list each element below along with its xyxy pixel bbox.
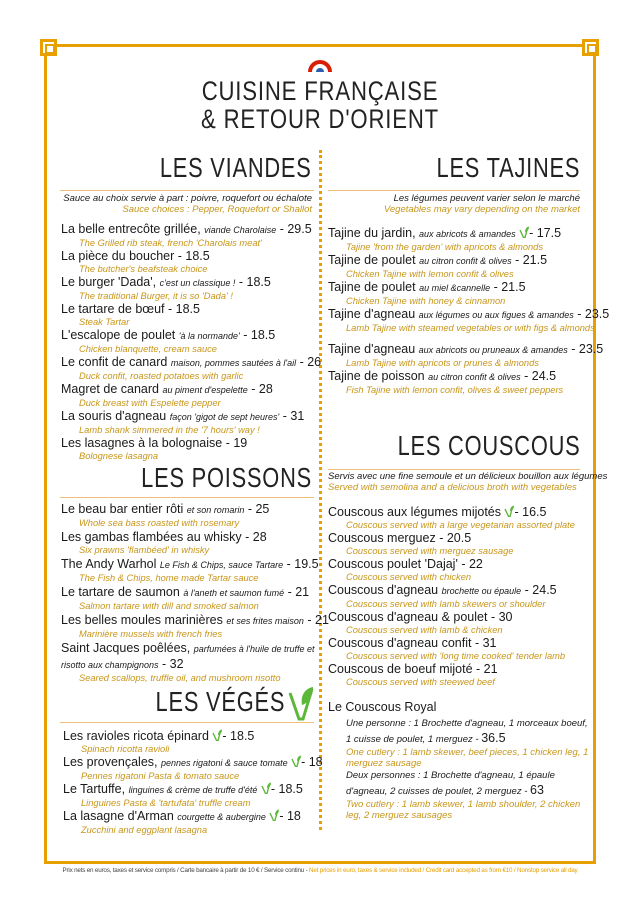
- item-detail: Le Fish & Chips, sauce Tartare: [159, 560, 284, 570]
- note-fr: Sauce au choix servie à part : poivre, roquefort ou échalote: [63, 193, 312, 204]
- item-price: - 21: [307, 613, 329, 627]
- item-price: - 24.5: [524, 369, 557, 383]
- item-line: [61, 302, 321, 317]
- note-fr: Servis avec une fine semoule et un délicieux bouillon aux légumes: [328, 471, 608, 482]
- royal-two-en: Two cutlery : 1 lamb skewer, 1 lamb shoulder, 2 chicken leg, 2 merguez sausages: [346, 799, 581, 821]
- item-name: Couscous aux légumes mijotés: [328, 505, 501, 519]
- item-name: Les provençales,: [63, 755, 158, 769]
- royal-one-person: [328, 717, 590, 747]
- item-name: Tajine de poisson: [328, 369, 425, 383]
- item-line: [61, 249, 321, 264]
- item-detail: façon 'gigot de sept heures': [169, 412, 280, 422]
- menu-item: [63, 809, 323, 836]
- veges-list: [63, 729, 323, 836]
- item-price: - 23.5: [571, 342, 604, 356]
- item-line: [328, 280, 609, 296]
- menu-item: [61, 436, 321, 462]
- restaurant-title-line2: & RETOUR D'ORIENT: [201, 104, 439, 134]
- item-name: Les gambas flambées au whisky: [61, 530, 242, 544]
- section-rule: [328, 190, 580, 191]
- item-line: [61, 409, 321, 425]
- royal-one-price: 36.5: [481, 731, 506, 745]
- item-price: - 21.5: [493, 280, 526, 294]
- item-line: [328, 342, 609, 358]
- item-english: Couscous served with steewed beef: [346, 677, 495, 687]
- couscous-note: [328, 471, 607, 493]
- item-name: Saint Jacques poêlées,: [61, 641, 191, 655]
- item-detail: pennes rigatoni & sauce tomate: [161, 758, 288, 768]
- corner-ornament: [40, 39, 57, 56]
- item-english: Fish Tajine with lemon confit, olives & sweet peppers: [346, 385, 564, 395]
- menu-item: [61, 222, 321, 249]
- item-name: Le tartare de saumon: [61, 585, 180, 599]
- menu-item: [61, 409, 321, 436]
- item-name: The Andy Warhol: [61, 557, 157, 571]
- vegetarian-leaf-icon: [291, 755, 301, 767]
- royal-two-desc: Deux personnes : 1 Brochette d'agneau, 1 épaule d'agneau, 2 cuisses de poulet, 2 merguez -: [346, 770, 555, 797]
- menu-item: [61, 641, 316, 684]
- menu-item: [61, 249, 321, 275]
- footer-fr: Prix nets en euros, taxes et service compris / Carte bancaire à partir de 10 € / Service continu -: [62, 867, 310, 874]
- item-detail: maison, pommes sautées à l'ail: [170, 358, 297, 368]
- item-english: Couscous served with 'long time cooked' tender lamb: [346, 651, 566, 661]
- item-price: - 18: [279, 809, 301, 823]
- menu-item: [61, 382, 321, 409]
- menu-item: [61, 275, 321, 302]
- royal-one-en: One cutlery : 1 lamb skewer, beef pieces, 1 chicken leg, 1 merguez sausage: [346, 747, 589, 769]
- item-name: Couscous poulet 'Dajaj': [328, 557, 458, 571]
- item-price: - 21: [287, 585, 310, 599]
- item-line: [328, 662, 575, 677]
- item-name: La souris d'agneau: [61, 409, 167, 423]
- item-english: Bolognese lasagna: [79, 451, 159, 461]
- menu-item: [328, 662, 575, 688]
- item-name: Les ravioles ricota épinard: [63, 729, 209, 743]
- item-english: Pennes rigatoni Pasta & tomato sauce: [81, 771, 240, 781]
- menu-item: [328, 253, 609, 280]
- frame-bottom: [44, 861, 596, 864]
- item-english: Duck breast with Espelette pepper: [79, 398, 221, 408]
- item-price: - 18.5: [243, 328, 276, 342]
- menu-item: [328, 369, 609, 396]
- item-name: Les lasagnes à la bolognaise: [61, 436, 223, 450]
- section-rule: [60, 497, 314, 498]
- item-price: - 28: [245, 530, 267, 544]
- item-line: [63, 809, 323, 825]
- section-title-tajines: LES TAJINES: [436, 152, 580, 183]
- item-line: [61, 222, 321, 238]
- item-name: L'escalope de poulet: [61, 328, 176, 342]
- menu-item: [328, 583, 575, 610]
- item-name: La belle entrecôte grillée,: [61, 222, 201, 236]
- item-name: Couscous d'agneau & poulet: [328, 610, 488, 624]
- item-english: Couscous served with chicken: [346, 572, 472, 582]
- note-en: Served with semolina and a delicious broth with vegetables: [328, 482, 577, 493]
- item-price: - 32: [162, 657, 184, 671]
- item-detail: viande Charolaise: [204, 225, 277, 235]
- item-price: - 31: [282, 409, 305, 423]
- item-detail: et ses frites maison: [226, 616, 304, 626]
- item-line: [328, 253, 609, 269]
- item-line: [63, 782, 323, 798]
- item-english: Seared scallops, truffle oil, and mushroom risotto: [79, 673, 281, 683]
- item-line: [61, 641, 316, 673]
- item-detail: au miel &cannelle: [419, 283, 491, 293]
- item-english: The butcher's beafsteak choice: [79, 264, 208, 274]
- item-name: Couscous d'agneau confit: [328, 636, 472, 650]
- vegetarian-leaf-icon: [519, 226, 529, 238]
- vegetarian-leaf-icon: [269, 809, 279, 821]
- item-name: Magret de canard: [61, 382, 159, 396]
- item-name: Tajine du jardin,: [328, 226, 416, 240]
- item-price: - 18.5: [222, 729, 255, 743]
- item-price: - 26: [299, 355, 322, 369]
- royal-one-desc: Une personne : 1 Brochette d'agneau, 1 morceaux boeuf, 1 cuisse de poulet, 1 merguez -: [346, 718, 588, 745]
- menu-item: [63, 782, 323, 809]
- item-line: [328, 636, 575, 651]
- leaf-v-icon: [288, 685, 314, 721]
- item-price: - 17.5: [529, 226, 562, 240]
- section-title-viandes: LES VIANDES: [160, 152, 312, 183]
- vegetarian-leaf-icon: [504, 505, 514, 517]
- item-english: Couscous served with lamb skewers or shoulder: [346, 599, 546, 609]
- item-line: [328, 557, 575, 572]
- item-price: - 16.5: [514, 505, 547, 519]
- item-detail: c'est un classique !: [159, 278, 236, 288]
- item-name: Tajine de poulet: [328, 280, 416, 294]
- item-line: [61, 530, 316, 545]
- tajines-note: [384, 193, 580, 215]
- tajines-list: [328, 226, 609, 396]
- item-name: Le burger 'Dada',: [61, 275, 157, 289]
- item-price: - 28: [251, 382, 273, 396]
- menu-item: [61, 502, 316, 529]
- item-english: Zucchini and eggplant lasagna: [81, 825, 208, 835]
- royal-name: Le Couscous Royal: [328, 700, 437, 714]
- item-name: Couscous d'agneau: [328, 583, 439, 597]
- item-price: - 19.5: [286, 557, 319, 571]
- item-line: [61, 502, 316, 518]
- item-price: - 18.5: [238, 275, 271, 289]
- section-title-veges: LES VÉGÉS: [155, 686, 285, 717]
- item-name: Le Tartuffe,: [63, 782, 126, 796]
- frame-top: [55, 44, 585, 47]
- menu-item: [61, 585, 316, 612]
- item-english: Lamb shank simmered in the '7 hours' way !: [79, 425, 260, 435]
- item-price: - 23.5: [577, 307, 610, 321]
- item-detail: courgette & aubergine: [177, 812, 266, 822]
- item-line: [61, 613, 329, 629]
- item-price: - 25: [247, 502, 270, 516]
- item-name: Tajine de poulet: [328, 253, 416, 267]
- item-english: Whole sea bass roasted with rosemary: [79, 518, 240, 528]
- menu-item: [328, 226, 609, 253]
- item-line: [61, 275, 321, 291]
- item-detail: linguines & crème de truffe d'été: [128, 785, 258, 795]
- item-detail: au piment d'espelette: [162, 385, 248, 395]
- note-en: Vegetables may vary depending on the market: [383, 204, 580, 215]
- section-rule: [60, 190, 314, 191]
- menu-item: [61, 530, 316, 556]
- item-detail: aux abricots ou pruneaux & amandes: [418, 345, 568, 355]
- logo-arch-icon: [308, 60, 332, 72]
- item-english: Linguines Pasta & 'tartufata' truffle cream: [81, 798, 251, 808]
- note-en: Sauce choices : Pepper, Roquefort or Shallot: [122, 204, 312, 215]
- menu-item: [328, 557, 575, 583]
- frame-right: [593, 55, 596, 863]
- item-line: [61, 355, 321, 371]
- item-english: Lamb Tajine with apricots or prunes & almonds: [346, 358, 539, 368]
- couscous-royal: [328, 700, 590, 821]
- section-rule: [60, 722, 314, 723]
- viandes-list: [61, 222, 321, 462]
- item-line: [328, 610, 575, 625]
- menu-item: [61, 302, 321, 328]
- item-english: Six prawns 'flambéed' in whisky: [79, 545, 210, 555]
- vegetarian-leaf-icon: [261, 782, 271, 794]
- item-price: - 21: [476, 662, 498, 676]
- section-rule: [328, 469, 580, 470]
- item-english: Couscous served with merguez sausage: [346, 546, 514, 556]
- poissons-list: [61, 502, 329, 685]
- item-price: - 22: [461, 557, 483, 571]
- couscous-list: [328, 505, 575, 688]
- menu-item: [328, 342, 609, 369]
- item-name: Tajine d'agneau: [328, 342, 416, 356]
- item-name: Le tartare de bœuf: [61, 302, 165, 316]
- section-title-poissons: LES POISSONS: [141, 462, 312, 493]
- item-line: [61, 557, 319, 573]
- item-detail: au citron confit & olives: [428, 372, 521, 382]
- item-english: Couscous served with lamb & chicken: [346, 625, 503, 635]
- item-price: - 20.5: [439, 531, 472, 545]
- item-line: [63, 755, 323, 771]
- item-line: [328, 226, 609, 242]
- item-detail: à l'aneth et saumon fumé: [183, 588, 285, 598]
- vegetarian-leaf-icon: [212, 729, 222, 741]
- item-line: [328, 505, 575, 520]
- item-english: The Grilled rib steak, french 'Charolais meat': [79, 238, 262, 248]
- item-detail: brochette ou épaule: [441, 586, 522, 596]
- note-fr: Les légumes peuvent varier selon le marché: [393, 193, 580, 204]
- item-name: Tajine d'agneau: [328, 307, 416, 321]
- menu-item: [328, 280, 609, 307]
- item-name: Couscous merguez: [328, 531, 436, 545]
- item-line: [328, 531, 575, 546]
- item-name: Les belles moules marinières: [61, 613, 223, 627]
- item-detail: et son romarin: [186, 505, 245, 515]
- item-price: - 31: [474, 636, 497, 650]
- item-detail: aux abricots & amandes: [419, 229, 516, 239]
- viandes-note: [63, 193, 312, 215]
- menu-item: [328, 636, 575, 662]
- item-detail: aux légumes ou aux figues & amandes: [418, 310, 574, 320]
- item-price: - 29.5: [279, 222, 312, 236]
- item-name: La pièce du boucher: [61, 249, 175, 263]
- frame-left: [44, 55, 47, 863]
- restaurant-title-line1: CUISINE FRANÇAISE: [201, 76, 439, 106]
- item-line: [61, 382, 321, 398]
- menu-item: [61, 557, 319, 584]
- item-line: [328, 369, 609, 385]
- item-price: - 19: [225, 436, 248, 450]
- item-price: - 18: [301, 755, 323, 769]
- item-name: Le beau bar entier rôti: [61, 502, 184, 516]
- item-english: Steak Tartar: [79, 317, 130, 327]
- item-detail: au citron confit & olives: [419, 256, 512, 266]
- item-price: - 21.5: [515, 253, 548, 267]
- item-english: Lamb Tajine with steamed vegetables or with figs & almonds: [346, 323, 595, 333]
- item-english: Salmon tartare with dill and smoked salmon: [79, 601, 259, 611]
- item-price: - 18.5: [270, 782, 303, 796]
- item-price: - 18.5: [168, 302, 200, 316]
- item-name: Couscous de boeuf mijoté: [328, 662, 473, 676]
- royal-two-price: 63: [530, 783, 544, 797]
- royal-two-persons: [328, 769, 590, 799]
- footer-note: [0, 867, 640, 874]
- item-line: [63, 729, 323, 744]
- corner-ornament: [582, 39, 599, 56]
- item-name: La lasagne d'Arman: [63, 809, 174, 823]
- menu-item: [61, 355, 321, 382]
- item-english: Marinière mussels with french fries: [79, 629, 223, 639]
- item-price: - 18.5: [177, 249, 210, 263]
- item-line: [61, 436, 321, 451]
- item-english: Tajine 'from the garden' with apricots & almonds: [346, 242, 543, 252]
- item-english: Spinach ricotta ravioli: [81, 744, 170, 754]
- item-line: [61, 328, 321, 344]
- menu-item: [61, 328, 321, 355]
- item-detail: parfumées à l'huile de truffe et risotto aux champignons: [61, 644, 315, 670]
- item-price: - 24.5: [524, 583, 557, 597]
- item-english: The traditional Burger, it is so 'Dada' !: [79, 291, 233, 301]
- item-english: Duck confit, roasted potatoes with garlic: [79, 371, 244, 381]
- menu-item: [61, 613, 329, 640]
- item-name: Le confit de canard: [61, 355, 168, 369]
- menu-item: [63, 729, 323, 755]
- menu-item: [328, 531, 575, 557]
- menu-item: [328, 610, 575, 636]
- footer-en: Net prices in euro, taxes & service included / Credit card accepted as from €10 / Nonstop service all day: [309, 867, 578, 874]
- section-title-couscous: LES COUSCOUS: [397, 430, 580, 461]
- item-english: Couscous served with a large vegetarian assorted plate: [346, 520, 575, 530]
- item-detail: 'à la normande': [178, 331, 240, 341]
- item-english: The Fish & Chips, home made Tartar sauce: [79, 573, 259, 583]
- item-english: Chicken blanquette, cream sauce: [79, 344, 217, 354]
- item-english: Chicken Tajine with honey & cinnamon: [346, 296, 506, 306]
- item-line: [328, 583, 575, 599]
- item-line: [328, 307, 609, 323]
- menu-item: [328, 505, 575, 531]
- menu-item: [63, 755, 323, 782]
- menu-item: [328, 307, 609, 334]
- item-english: Chicken Tajine with lemon confit & olives: [346, 269, 514, 279]
- item-price: - 30: [490, 610, 513, 624]
- item-line: [61, 585, 316, 601]
